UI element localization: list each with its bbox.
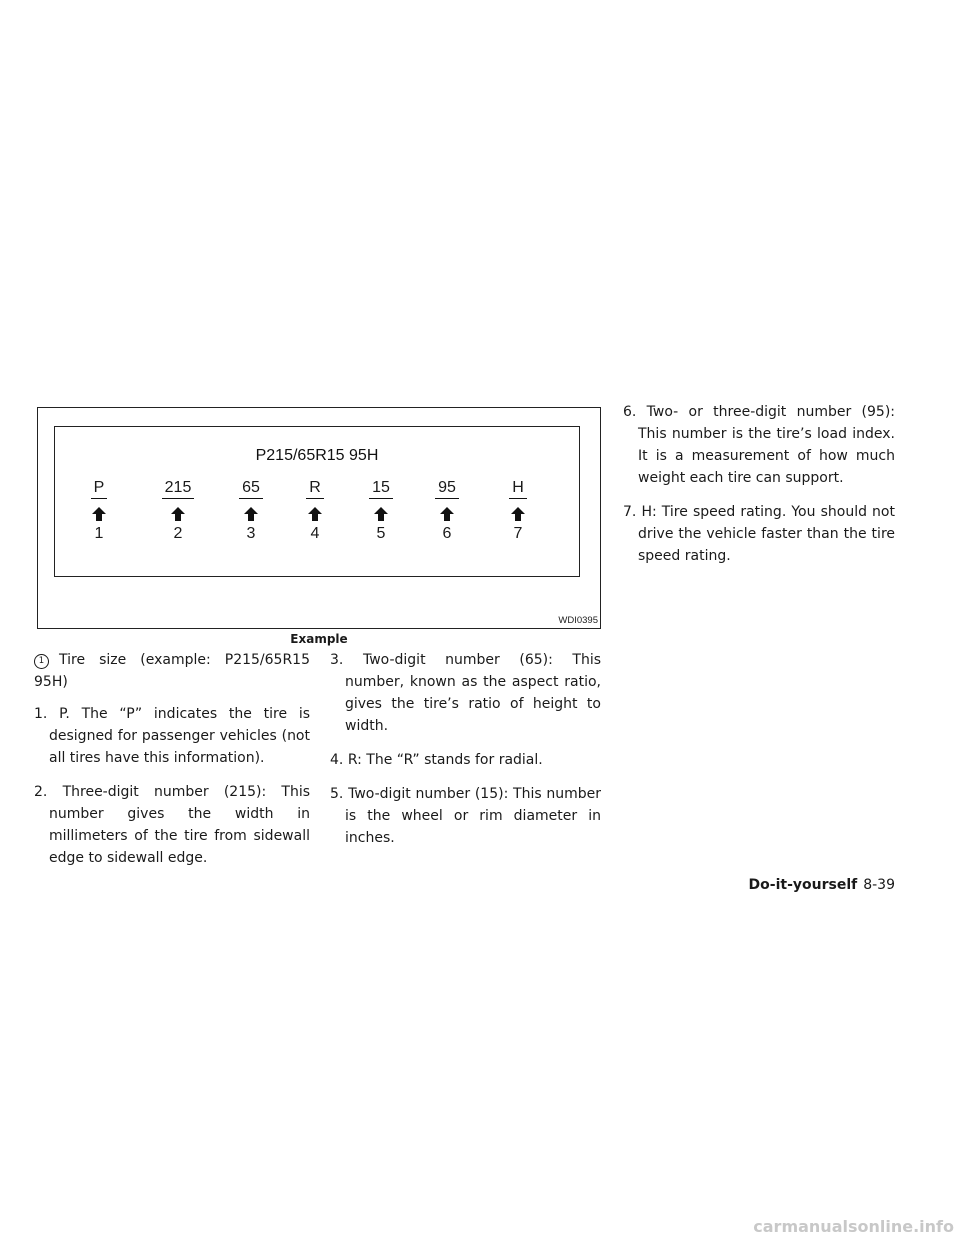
list-text: P. The “P” indicates the tire is designed for passenger vehicles (not all tires have this information). bbox=[49, 706, 310, 766]
section-title: Do-it-yourself bbox=[748, 877, 858, 893]
tire-code-segment: 65 bbox=[239, 480, 263, 499]
list-text: R: The “R” stands for radial. bbox=[347, 752, 543, 768]
tire-code-index: 1 bbox=[94, 525, 104, 542]
tire-code-item bbox=[417, 477, 477, 543]
list-number: 2. bbox=[34, 784, 48, 800]
list-item bbox=[330, 749, 601, 771]
callout-paragraph bbox=[34, 649, 310, 693]
list-number: 5. bbox=[330, 786, 344, 802]
tire-code-item bbox=[148, 477, 208, 543]
tire-code-item bbox=[351, 477, 411, 543]
up-arrow-icon bbox=[171, 507, 185, 521]
tire-code-item bbox=[285, 477, 345, 543]
list-number: 1. bbox=[34, 706, 48, 722]
list-item bbox=[330, 783, 601, 849]
up-arrow-icon bbox=[511, 507, 525, 521]
tire-code-headline: P215/65R15 95H bbox=[255, 447, 379, 464]
up-arrow-icon bbox=[92, 507, 106, 521]
tire-code-index: 3 bbox=[246, 525, 256, 542]
tire-size-figure bbox=[37, 407, 601, 629]
page-footer bbox=[749, 877, 895, 893]
list-item bbox=[34, 781, 310, 869]
tire-code-segment: 95 bbox=[435, 480, 459, 499]
tire-code-panel bbox=[54, 426, 580, 577]
tire-code-segment: P bbox=[91, 480, 108, 499]
figure-code: WDI0395 bbox=[558, 615, 598, 626]
list-item bbox=[623, 401, 895, 489]
list-item bbox=[34, 703, 310, 769]
list-number: 6. bbox=[623, 404, 637, 420]
tire-code-item bbox=[69, 477, 129, 543]
tire-code-index: 5 bbox=[376, 525, 386, 542]
list-number: 7. bbox=[623, 504, 637, 520]
up-arrow-icon bbox=[308, 507, 322, 521]
text-column-3 bbox=[623, 401, 895, 579]
text-column-1 bbox=[34, 649, 310, 881]
list-number: 4. bbox=[330, 752, 344, 768]
tire-code-segment: R bbox=[306, 480, 324, 499]
up-arrow-icon bbox=[374, 507, 388, 521]
up-arrow-icon bbox=[440, 507, 454, 521]
list-text: Two-digit number (65): This number, known as the aspect ratio, gives the tire’s ratio of height to width. bbox=[345, 652, 601, 734]
list-text: Two- or three-digit number (95): This number is the tire’s load index. It is a measurement of how much weight each tire can support. bbox=[638, 404, 895, 486]
list-number: 3. bbox=[330, 652, 344, 668]
figure-caption: Example bbox=[290, 632, 348, 646]
up-arrow-icon bbox=[244, 507, 258, 521]
tire-code-segment: 15 bbox=[369, 480, 393, 499]
tire-code-item bbox=[488, 477, 548, 543]
list-text: Three-digit number (215): This number gives the width in millimeters of the tire from sidewall edge to sidewall edge. bbox=[49, 784, 311, 866]
tire-code-item bbox=[221, 477, 281, 543]
tire-code-segment: H bbox=[509, 480, 527, 499]
tire-code-index: 2 bbox=[173, 525, 183, 542]
tire-code-segment: 215 bbox=[162, 480, 195, 499]
list-item bbox=[623, 501, 895, 567]
list-text: H: Tire speed rating. You should not drive the vehicle faster than the tire speed rating. bbox=[638, 504, 895, 564]
text-column-2 bbox=[330, 649, 601, 861]
callout-text: Tire size (example: P215/65R15 95H) bbox=[34, 652, 310, 690]
tire-code-index: 6 bbox=[442, 525, 452, 542]
list-item bbox=[330, 649, 601, 737]
circled-number-1-icon: 1 bbox=[34, 654, 49, 669]
tire-code-index: 4 bbox=[310, 525, 320, 542]
watermark: carmanualsonline.info bbox=[753, 1217, 954, 1236]
page-number: 8-39 bbox=[863, 877, 895, 893]
tire-code-index: 7 bbox=[513, 525, 523, 542]
list-text: Two-digit number (15): This number is the wheel or rim diameter in inches. bbox=[345, 786, 602, 846]
